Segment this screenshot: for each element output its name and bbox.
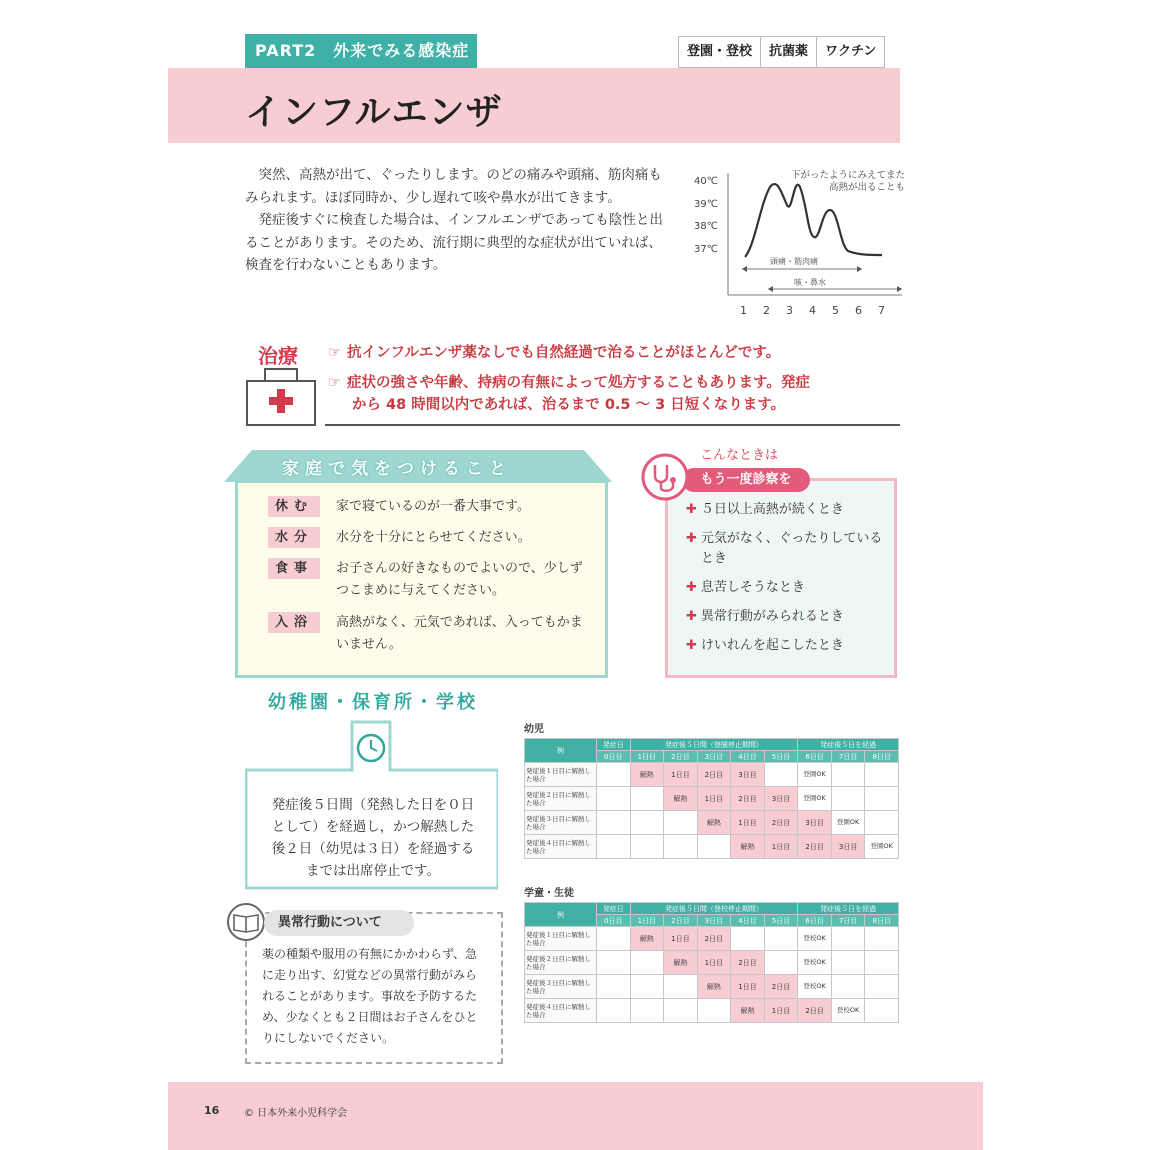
xtick-6: 6 [855,304,862,317]
day-header: 4日目 [731,915,765,927]
table-cell [630,951,664,975]
table-cell [865,811,899,835]
revisit-list [686,500,886,665]
abnormal-title: 異常行動について [264,910,414,936]
table-cell [597,951,631,975]
table-row [525,811,899,835]
range-cough: 咳・鼻水 [794,278,826,287]
day-header: 4日目 [731,751,765,763]
xtick-7: 7 [878,304,885,317]
intro-text [245,164,670,277]
day-header: 1日目 [630,751,664,763]
table-cell: 1日目 [764,999,798,1023]
table-cell: 2日目 [798,999,832,1023]
home-care-key: 休む [268,496,320,517]
table-cell [865,975,899,999]
table-cell: 3日目 [798,811,832,835]
table-cell: 登校OK [798,951,832,975]
table-cell [597,975,631,999]
table-cell: 登校OK [831,999,865,1023]
table-cell: 解熱 [731,999,765,1023]
table-cell [865,763,899,787]
table-cell: 2日目 [764,811,798,835]
tab-vaccine[interactable]: ワクチン [817,37,884,67]
table-cell: 2日目 [798,835,832,859]
table-cell: 解熱 [664,951,698,975]
infant-schedule-table [524,738,899,859]
table-cell [664,835,698,859]
day-header: 2日目 [664,751,698,763]
table-cell [831,927,865,951]
day-header: 6日目 [798,915,832,927]
table-header: 発症日 [597,903,631,915]
row-label: 発症後１日目に解熱した場合 [525,763,597,787]
home-care-key: 水分 [268,527,320,548]
table-cell [630,811,664,835]
table-cell: 3日目 [764,787,798,811]
chart-note: 下がったようにみえてまた高熱が出ることも [790,170,905,193]
list-item [686,500,886,520]
list-item-text: けいれんを起こしたとき [700,638,844,653]
day-header: 3日目 [697,915,731,927]
row-label: 発症後３日目に解熱した場合 [525,975,597,999]
table-cell: 1日目 [697,787,731,811]
red-cross-icon: ✚ [686,638,697,653]
table-cell [664,975,698,999]
table-cell: 2日目 [731,951,765,975]
treatment-line-2 [328,372,903,394]
table-cell: 2日目 [697,927,731,951]
red-cross-icon: ✚ [686,609,697,624]
table-cell: 解熱 [630,763,664,787]
treatment-line-1 [328,342,780,364]
home-care-row [268,558,586,602]
table-cell [831,787,865,811]
table-cell [831,975,865,999]
table-row [525,951,899,975]
table-cell: 1日目 [731,975,765,999]
table-cell [764,927,798,951]
table-cell [630,975,664,999]
page-number: 16 [204,1104,220,1117]
row-label: 発症後２日目に解熱した場合 [525,951,597,975]
ytick-39: 39℃ [694,199,718,210]
home-care-title: 家庭で気をつけること [282,459,512,479]
table-cell: 1日目 [664,927,698,951]
book-icon [224,902,268,942]
day-header: 1日目 [630,915,664,927]
treatment-label: 治療 [258,344,298,368]
table-header: 発症後５日間（登校停止期間） [630,903,798,915]
table-row [525,763,899,787]
copyright: © 日本外来小児科学会 [244,1108,348,1119]
table-cell: 登校OK [798,975,832,999]
row-label: 発症後４日目に解熱した場合 [525,999,597,1023]
table-cell: 3日目 [831,835,865,859]
table-cell: 解熱 [630,927,664,951]
student-schedule-table [524,902,899,1023]
table-cell: 解熱 [697,811,731,835]
school-text: 発症後５日間（発熱した日を０日として）を経過し，かつ解熱した後２日（幼児は３日）を経過するまでは出席停止です。 [271,797,475,879]
table-cell [597,999,631,1023]
fever-curve [745,184,882,257]
table-cell [664,811,698,835]
table-cell [597,835,631,859]
treatment-line-3: から 48 時間以内であれば、治るまで 0.5 〜 3 日短くなります。 [352,397,786,413]
day-header: 5日目 [764,915,798,927]
table1-label: 幼児 [524,724,544,735]
list-item [686,529,886,569]
list-item [686,636,886,656]
day-header: 0日目 [597,751,631,763]
day-header: 7日目 [831,915,865,927]
table-cell: 登園OK [798,787,832,811]
revisit-pill: もう一度診察を [682,468,810,492]
list-item-text: 元気がなく、ぐったりしているとき [700,531,883,566]
home-care-value: 高熱がなく、元気であれば、入ってもかまいません。 [336,615,583,652]
part-tag: PART2 外来でみる感染症 [245,34,477,68]
table-header: 発症後５日間（登園停止期間） [630,739,798,751]
table-cell [865,951,899,975]
xtick-5: 5 [832,304,839,317]
row-label: 発症後３日目に解熱した場合 [525,811,597,835]
table-cell [597,787,631,811]
page-title: インフルエンザ [245,92,503,133]
xtick-2: 2 [763,304,770,317]
table-cell [865,787,899,811]
red-cross-icon: ✚ [686,580,697,595]
table-header: 発症日 [597,739,631,751]
table-cell: 1日目 [731,811,765,835]
day-header: 5日目 [764,751,798,763]
table-cell [630,999,664,1023]
home-care-row [268,496,586,518]
home-care-value: お子さんの好きなものでよいので、少しずつこまめに与えてください。 [336,561,583,598]
table-cell [764,763,798,787]
red-cross-icon: ✚ [686,502,697,517]
stethoscope-icon [640,452,690,502]
table-cell [831,763,865,787]
hospital-icon [245,365,317,427]
table2-label: 学童・生徒 [524,888,574,899]
range-headache: 頭痛・筋肉痛 [770,257,818,266]
table-cell: 2日目 [697,763,731,787]
table-cell: 解熱 [697,975,731,999]
table-header: 例 [525,903,597,927]
table-cell [731,927,765,951]
table-row [525,835,899,859]
tab-antibiotics[interactable]: 抗菌薬 [761,37,817,67]
home-care-key: 食事 [268,558,320,579]
table-cell [630,835,664,859]
day-header: 2日目 [664,915,698,927]
row-label: 発症後２日目に解熱した場合 [525,787,597,811]
red-cross-icon: ✚ [686,531,697,546]
list-item-text: 異常行動がみられるとき [700,609,844,624]
day-header: 3日目 [697,751,731,763]
table-cell: 登園OK [798,763,832,787]
day-header: 7日目 [831,751,865,763]
xtick-3: 3 [786,304,793,317]
table-cell [697,835,731,859]
ytick-38: 38℃ [694,221,718,232]
table-cell [597,811,631,835]
list-item [686,578,886,598]
table-cell [597,927,631,951]
table-row [525,999,899,1023]
table-cell: 1日目 [664,763,698,787]
topic-tabs [678,36,885,68]
row-label: 発症後４日目に解熱した場合 [525,835,597,859]
table-header: 例 [525,739,597,763]
table-cell: 1日目 [697,951,731,975]
table-cell [831,951,865,975]
table-cell: 解熱 [731,835,765,859]
abnormal-text: 薬の種類や服用の有無にかかわらず、急に走り出す、幻覚などの異常行動がみられることがあります。事故を予防するため、少なくとも２日間はお子さんをひとりにしないでください。 [262,947,478,1045]
home-care-value: 水分を十分にとらせてください。 [336,530,531,545]
day-header: 8日目 [865,751,899,763]
revisit-question: こんなときは [700,448,779,463]
list-item [686,607,886,627]
table-cell: 2日目 [731,787,765,811]
list-item-text: 息苦しそうなとき [700,580,805,595]
home-care-key: 入浴 [268,612,320,633]
table-cell [764,951,798,975]
pointing-hand-icon: ☞ [328,375,341,391]
table-cell: 3日目 [731,763,765,787]
row-label: 発症後１日目に解熱した場合 [525,927,597,951]
table-cell [865,999,899,1023]
treatment-text-2: 症状の強さや年齢、持病の有無によって処方することもあります。発症 [347,375,810,391]
table-cell [865,927,899,951]
xtick-1: 1 [740,304,747,317]
table-cell: 登園OK [865,835,899,859]
table-header: 発症後５日を経過 [798,739,899,751]
table-cell [630,787,664,811]
treatment-text-1: 抗インフルエンザ薬なしでも自然経過で治ることがほとんどです。 [347,345,781,361]
day-header: 0日目 [597,915,631,927]
table-row [525,975,899,999]
home-care-row [268,527,586,549]
table-cell: 登園OK [831,811,865,835]
table-row [525,927,899,951]
day-header: 8日目 [865,915,899,927]
intro-paragraph-2: 発症後すぐに検査した場合は、インフルエンザであっても陰性と出ることがあります。そのため、流行期に典型的な症状が出ていれば、検査を行わないこともあります。 [245,212,663,273]
table-cell [664,999,698,1023]
table-cell [697,999,731,1023]
pointing-hand-icon: ☞ [328,345,341,361]
xtick-4: 4 [809,304,816,317]
table-cell [597,763,631,787]
day-header: 6日目 [798,751,832,763]
list-item-text: ５日以上高熱が続くとき [700,502,844,517]
ytick-37: 37℃ [694,244,718,255]
home-care-value: 家で寝ているのが一番大事です。 [336,499,530,514]
table-header: 発症後５日を経過 [798,903,899,915]
table-row [525,787,899,811]
home-care-row [268,612,586,656]
table-cell: 登校OK [798,927,832,951]
table-cell: 1日目 [764,835,798,859]
tab-attendance[interactable]: 登園・登校 [679,37,761,67]
table-cell: 2日目 [764,975,798,999]
ytick-40: 40℃ [694,176,718,187]
school-title: 幼稚園・保育所・学校 [268,692,478,713]
table-cell: 解熱 [664,787,698,811]
intro-paragraph-1: 突然、高熱が出て、ぐったりします。のどの痛みや頭痛、筋肉痛もみられます。ほぼ同時か、少し遅れて咳や鼻水が出てきます。 [245,167,662,206]
